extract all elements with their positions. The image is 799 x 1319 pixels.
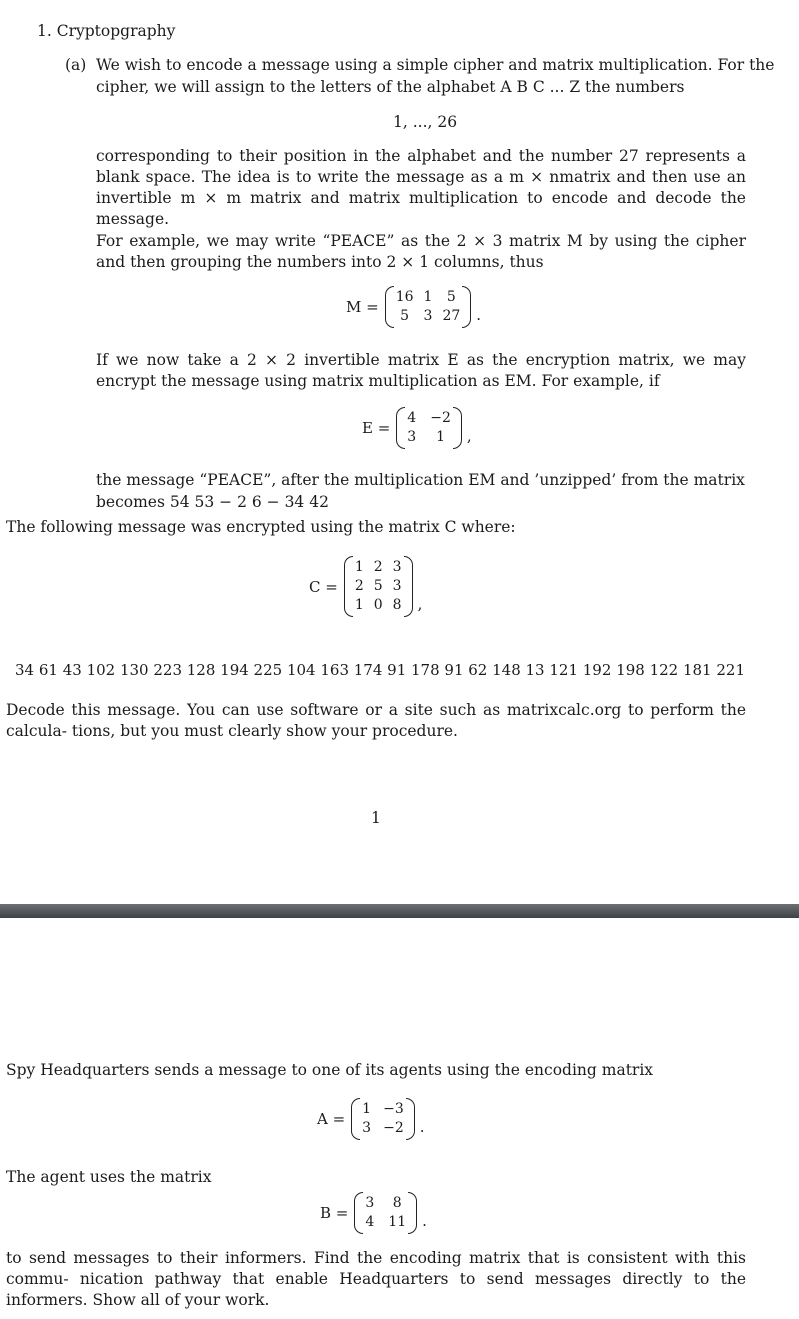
matrix-entry: 1	[362, 1101, 372, 1117]
matrix-entry: 5	[373, 578, 383, 594]
left-paren	[396, 407, 405, 449]
matrix-e-grid	[405, 407, 453, 449]
matrix-b-grid	[363, 1192, 408, 1234]
right-paren	[408, 1192, 417, 1234]
matrix-c	[309, 556, 422, 617]
matrix-entry: 1	[436, 429, 445, 445]
spy-intro: Spy Headquarters sends a message to one of its agents using the encoding matrix	[6, 1061, 654, 1079]
left-paren	[385, 286, 394, 328]
matrix-a-punct: .	[419, 1118, 425, 1136]
matrix-a-grid	[360, 1098, 406, 1140]
left-paren	[351, 1098, 360, 1140]
part-a-para2: corresponding to their position in the alphabet and the number 27 represents a blank space. The idea is to write the message as a m × nmatrix and then use an invertible m × m matrix and matrix multiplication to encode and decode the message.	[96, 147, 746, 228]
matrix-e-label: E =	[362, 419, 391, 437]
numbers-range: 1, ..., 26	[393, 113, 458, 131]
matrix-entry: 27	[442, 308, 461, 324]
matrix-entry: 3	[365, 1195, 375, 1211]
part-a-para3: For example, we may write “PEACE” as the 2 × 3 matrix M by using the cipher and then grouping the numbers into 2 × 1 columns, thus	[96, 232, 746, 271]
part-a-para5-line2: becomes 54 53 − 2 6 − 34 42	[96, 493, 329, 511]
matrix-entry: 0	[373, 597, 383, 613]
matrix-entry: 3	[407, 429, 417, 445]
matrix-entry: 16	[395, 289, 414, 305]
matrix-entry: 2	[373, 559, 383, 575]
matrix-m-grid	[394, 286, 463, 328]
matrix-entry: 3	[362, 1120, 372, 1136]
matrix-entry: 1	[354, 559, 364, 575]
matrix-entry: 3	[423, 308, 433, 324]
matrix-m-label: M =	[346, 298, 379, 316]
right-paren	[406, 1098, 415, 1140]
matrix-entry: 11	[388, 1214, 407, 1230]
encrypted-intro: The following message was encrypted using the matrix C where:	[6, 518, 516, 536]
matrix-entry: −2	[383, 1120, 404, 1136]
encrypted-message: 34 61 43 102 130 223 128 194 225 104 163 174 91 178 91 62 148 13 121 192 198 122 181 221	[15, 661, 745, 679]
matrix-entry: 4	[407, 410, 417, 426]
matrix-c-label: C =	[309, 577, 338, 596]
matrix-b-punct: .	[422, 1212, 427, 1230]
matrix-entry: 2	[354, 578, 364, 594]
right-paren	[453, 407, 462, 449]
part-a-line1: We wish to encode a message using a simple cipher and matrix multiplication. For the	[96, 56, 775, 74]
matrix-entry: 8	[392, 597, 402, 613]
matrix-entry: −2	[430, 410, 451, 426]
matrix-e-punct: ,	[466, 427, 472, 445]
matrix-a-label: A =	[317, 1110, 346, 1128]
left-paren	[344, 556, 353, 617]
matrix-entry: 5	[400, 308, 410, 324]
matrix-c-grid	[353, 556, 404, 617]
matrix-entry: 4	[365, 1214, 375, 1230]
decode-instruction: Decode this message. You can use software or a site such as matrixcalc.org to perform the calcula- tions, but you must clearly show your procedure.	[6, 701, 746, 740]
matrix-b	[320, 1192, 427, 1234]
matrix-m	[346, 286, 481, 328]
part-a-line2: cipher, we will assign to the letters of the alphabet A B C ... Z the numbers	[96, 78, 685, 96]
matrix-entry: 3	[392, 578, 402, 594]
matrix-entry: 5	[446, 289, 456, 305]
final-text: to send messages to their informers. Find the encoding matrix that is consistent with this commu- nication pathway that enable Headquarters to send messages directly to the informers. Show all of your work.	[6, 1249, 746, 1309]
part-a-para4: If we now take a 2 × 2 invertible matrix E as the encryption matrix, we may encrypt the message using matrix multiplication as EM. For example, if	[96, 351, 746, 390]
left-paren	[354, 1192, 363, 1234]
agent-text: The agent uses the matrix	[6, 1168, 212, 1186]
matrix-entry: 3	[392, 559, 402, 575]
matrix-entry: 1	[354, 597, 364, 613]
matrix-a	[317, 1098, 425, 1140]
matrix-b-label: B =	[320, 1204, 349, 1222]
matrix-entry: −3	[383, 1101, 404, 1117]
right-paren	[404, 556, 413, 617]
matrix-entry: 1	[423, 289, 433, 305]
matrix-e	[362, 407, 472, 449]
matrix-c-punct: ,	[417, 595, 423, 613]
page-number: 1	[371, 809, 381, 827]
page-divider	[0, 904, 799, 918]
part-a-label: (a)	[65, 56, 87, 74]
right-paren	[462, 286, 471, 328]
matrix-m-punct: .	[476, 306, 482, 324]
section-title: 1. Cryptopgraphy	[37, 22, 176, 40]
part-a-para5-line1: the message “PEACE”, after the multiplication EM and ’unzipped’ from the matrix	[96, 471, 745, 489]
matrix-entry: 8	[392, 1195, 402, 1211]
